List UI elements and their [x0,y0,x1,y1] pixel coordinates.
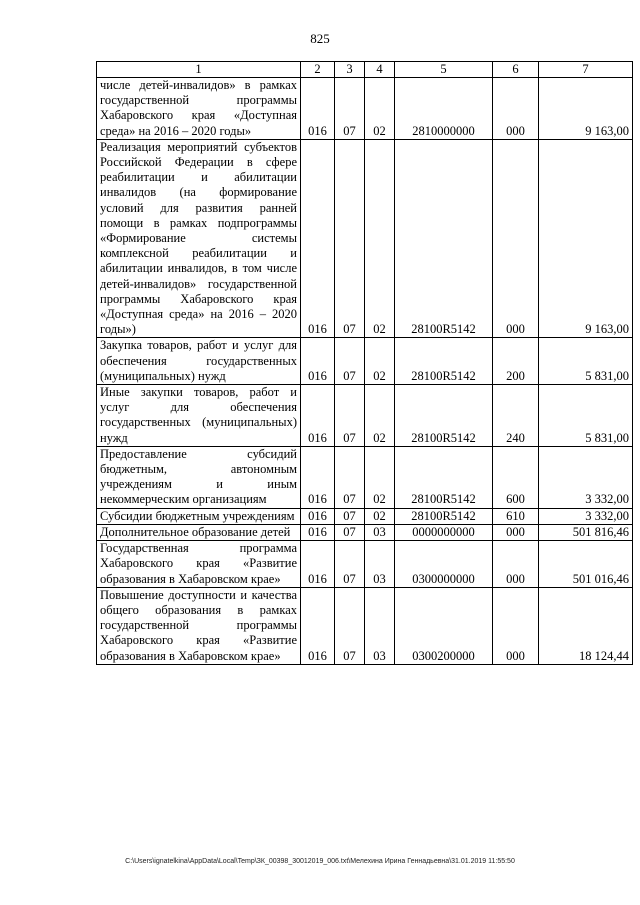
row-target-code: 0300200000 [395,587,493,664]
row-section-code: 07 [335,338,365,385]
table-row [97,524,633,540]
row-section-code: 07 [335,541,365,588]
row-subsection-code: 03 [365,587,395,664]
table-row [97,541,633,588]
row-section-code: 07 [335,139,365,338]
row-subsection-code: 02 [365,508,395,524]
row-amount: 5 831,00 [539,385,633,447]
row-target-code: 28100R5142 [395,338,493,385]
table-header-row [97,62,633,78]
row-section-code: 07 [335,524,365,540]
row-description: числе детей-инвалидов» в рамках государственной программы Хабаровского края «Доступная среда» на 2016 – 2020 годы» [97,78,301,140]
row-amount: 9 163,00 [539,139,633,338]
column-header: 4 [365,62,395,78]
row-description: Иные закупки товаров, работ и услуг для обеспечения государственных (муниципальных) нужд [97,385,301,447]
row-expense-type: 000 [493,524,539,540]
row-section-code: 07 [335,78,365,140]
column-header: 6 [493,62,539,78]
row-subsection-code: 02 [365,446,395,508]
table-row [97,508,633,524]
row-subsection-code: 02 [365,338,395,385]
row-section-code: 07 [335,446,365,508]
file-path-footer: C:\Users\ignatelkina\AppData\Local\Temp\ЗК_00398_30012019_006.txt\Мелехина Ирина Геннадьевна\31.01.2019 11:55:50 [125,858,515,865]
row-subsection-code: 03 [365,541,395,588]
row-subsection-code: 03 [365,524,395,540]
table-row [97,78,633,140]
table-row [97,446,633,508]
column-header: 3 [335,62,365,78]
row-section-code: 07 [335,385,365,447]
row-amount: 18 124,44 [539,587,633,664]
table-row [97,139,633,338]
row-expense-type: 000 [493,541,539,588]
row-target-code: 0300000000 [395,541,493,588]
row-description: Реализация мероприятий субъектов Российской Федерации в сфере реабилитации и абилитации инвалидов (на формирование условий для развития ранней помощи в рамках подпрограммы «Формирование системы комплексной реабилитации и абилитации инвалидов, в том числе детей-инвалидов» государственной программы Хабаровского края «Доступная среда» на 2016 – 2020 годы») [97,139,301,338]
row-expense-type: 000 [493,78,539,140]
row-expense-type: 200 [493,338,539,385]
row-expense-type: 000 [493,139,539,338]
row-expense-type: 610 [493,508,539,524]
row-subsection-code: 02 [365,78,395,140]
row-amount: 5 831,00 [539,338,633,385]
row-ministry-code: 016 [301,524,335,540]
row-description: Повышение доступности и качества общего образования в рамках государственной программы Хабаровского края «Развитие образования в Хабаровском крае» [97,587,301,664]
row-description: Субсидии бюджетным учреждениям [97,508,301,524]
row-amount: 3 332,00 [539,508,633,524]
row-target-code: 2810000000 [395,78,493,140]
row-target-code: 28100R5142 [395,385,493,447]
row-target-code: 28100R5142 [395,446,493,508]
row-ministry-code: 016 [301,139,335,338]
row-section-code: 07 [335,587,365,664]
page-number: 825 [310,31,330,46]
row-target-code: 0000000000 [395,524,493,540]
row-description: Дополнительное образование детей [97,524,301,540]
row-ministry-code: 016 [301,587,335,664]
row-ministry-code: 016 [301,385,335,447]
row-ministry-code: 016 [301,508,335,524]
table-row [97,338,633,385]
row-amount: 9 163,00 [539,78,633,140]
row-amount: 501 816,46 [539,524,633,540]
row-description: Предоставление субсидий бюджетным, автономным учреждениям и иным некоммерческим организациям [97,446,301,508]
budget-table [96,61,633,665]
row-ministry-code: 016 [301,78,335,140]
row-ministry-code: 016 [301,338,335,385]
column-header: 7 [539,62,633,78]
row-expense-type: 000 [493,587,539,664]
row-target-code: 28100R5142 [395,508,493,524]
row-target-code: 28100R5142 [395,139,493,338]
row-section-code: 07 [335,508,365,524]
row-amount: 501 016,46 [539,541,633,588]
table-row [97,587,633,664]
row-expense-type: 240 [493,385,539,447]
row-subsection-code: 02 [365,385,395,447]
row-ministry-code: 016 [301,446,335,508]
row-expense-type: 600 [493,446,539,508]
row-description: Закупка товаров, работ и услуг для обеспечения государственных (муниципальных) нужд [97,338,301,385]
table-row [97,385,633,447]
row-amount: 3 332,00 [539,446,633,508]
row-subsection-code: 02 [365,139,395,338]
column-header: 2 [301,62,335,78]
row-description: Государственная программа Хабаровского края «Развитие образования в Хабаровском крае» [97,541,301,588]
column-header: 1 [97,62,301,78]
row-ministry-code: 016 [301,541,335,588]
column-header: 5 [395,62,493,78]
